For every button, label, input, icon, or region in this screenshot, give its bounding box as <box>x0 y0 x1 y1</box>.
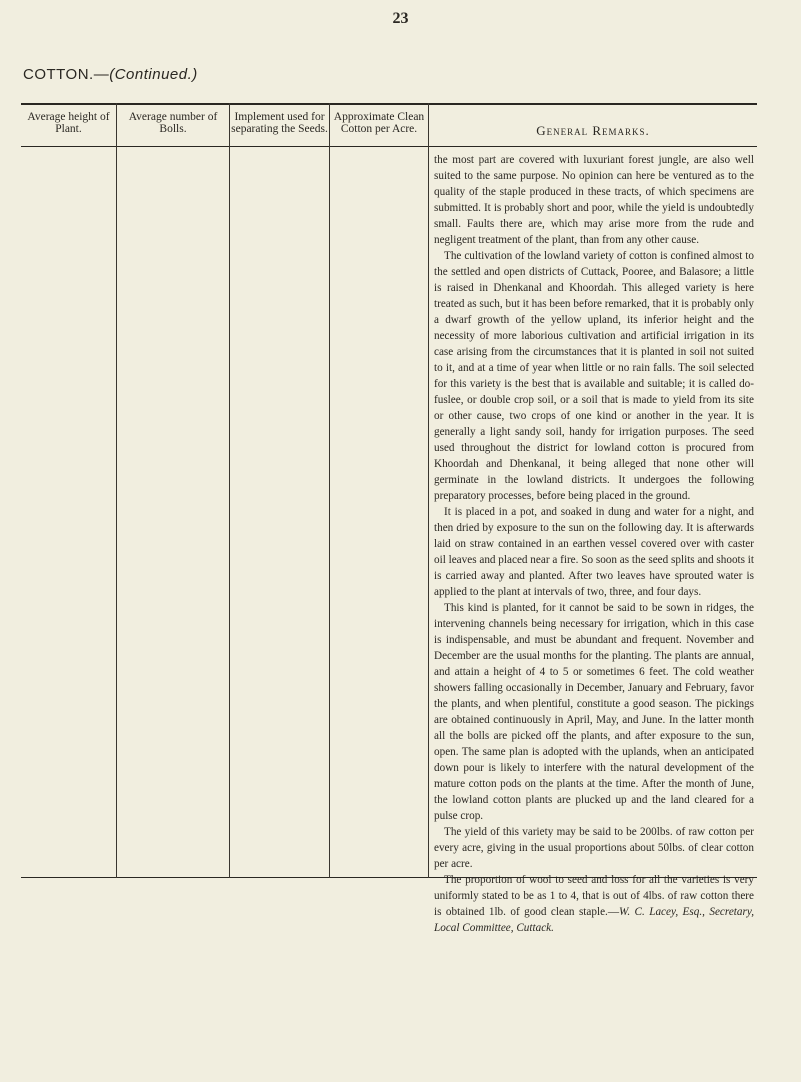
column-divider <box>116 103 117 878</box>
remarks-paragraph: It is placed in a pot, and soaked in dung and water for a night, and then dried by exposure to the sun on the following day. It is afterwards laid on straw contained in an earthen vessel covered over with caster oil leaves and placed near a fire. So soon as the seed splits and shoots it is carried away and planted. After two leaves have sprouted water is applied to the plant at intervals of two, three, and four days. <box>434 506 755 598</box>
remarks-paragraph: This kind is planted, for it cannot be said to be sown in ridges, the intervening channels being necessary for irrigation, which in this case is indispensable, and must be abundant and frequent. November and December are the usual months for the planting. The plants are annual, and attain a height of 4 to 5 or sometimes 6 feet. The cold weather showers falling occasionally in December, January and February, favor the plants, and when plentiful, constitute a good season. The pickings are obtained continuously in April, May, and June. In the latter month all the bolls are picked off the plants, and after exposure to the sun, open. The same plan is adopted with the uplands, when an anticipated down pour is likely to interfere with the natural development of the mature cotton pods on the plants at the time. After the month of June, the lowland cotton plants are plucked up and the land cleared for a pulse crop. <box>434 602 754 822</box>
column-divider <box>428 103 429 878</box>
general-remarks-text <box>434 152 754 936</box>
header-clean-cotton: Approximate Clean Cotton per Acre. <box>333 111 425 135</box>
header-general-remarks: General Remarks. <box>536 123 650 138</box>
remarks-final-text: The proportion of wool to seed and loss for all the varieties is very uniformly stated to be as 1 to 4, that is out of 4lbs. of raw cotton there is obtained 1lb. of good clean staple.— <box>434 874 754 918</box>
section-title <box>23 66 198 83</box>
remarks-paragraph: The cultivation of the lowland variety of cotton is confined almost to the settled and open districts of Cuttack, Pooree, and Balasore; a little is raised in Dhenkanal and Khoordah. This alleged variety is here treated as such, but it has been before remarked, that it is probably only a dwarf growth of the yellow upland, its inferior height and the necessity of more laborious cultivation and artificial irrigation in its case arising from the circumstances that it is planted in soil not suited to it, and at a time of year when little or no rain falls. The soil selected for this variety is the best that is available and suitable; it is called do-fuslee, or double crop soil, or a soil that is made to yield from its site or other cause, two crops of one kind or another in the year. It is generally a light sandy soil, handy for irrigation purposes. The seed used throughout the district for lowland cotton is procured from Khoordah and Dhenkanal, it being alleged that none other will germinate in the lowland districts. It undergoes the following preparatory processes, before being placed in the ground. <box>434 250 754 502</box>
column-divider <box>329 103 330 878</box>
remarks-paragraph: The yield of this variety may be said to be 200lbs. of raw cotton per every acre, giving in the usual proportions about 50lbs. of clear cotton per acre. <box>434 826 754 870</box>
section-title-main: COTTON.— <box>23 66 110 83</box>
column-divider <box>229 103 230 878</box>
table-header-rule <box>21 146 757 147</box>
section-title-continued: (Continued.) <box>109 66 198 83</box>
table-top-rule <box>21 103 757 105</box>
page-number: 23 <box>392 10 409 27</box>
cotton-table <box>21 103 757 934</box>
remarks-paragraph-final <box>434 872 754 936</box>
header-average-bolls: Average number of Bolls. <box>128 111 218 135</box>
remarks-paragraph: the most part are covered with luxuriant forest jungle, are also well suited to the same purpose. No opinion can here be ventured as to the quality of the staple produced in these tracts, of which specimens are submitted. It is probably short and poor, while the yield is undoubtedly small. Faults there are, which may arise more from the rude and negligent treatment of the plant, than from any other cause. <box>434 154 754 246</box>
header-implement: Implement used for separating the Seeds. <box>231 111 328 135</box>
header-average-height: Average height of Plant. <box>27 111 110 135</box>
signature: W. C. Lacey, Esq., Secretary, Local Committee, Cuttack. <box>434 906 754 934</box>
